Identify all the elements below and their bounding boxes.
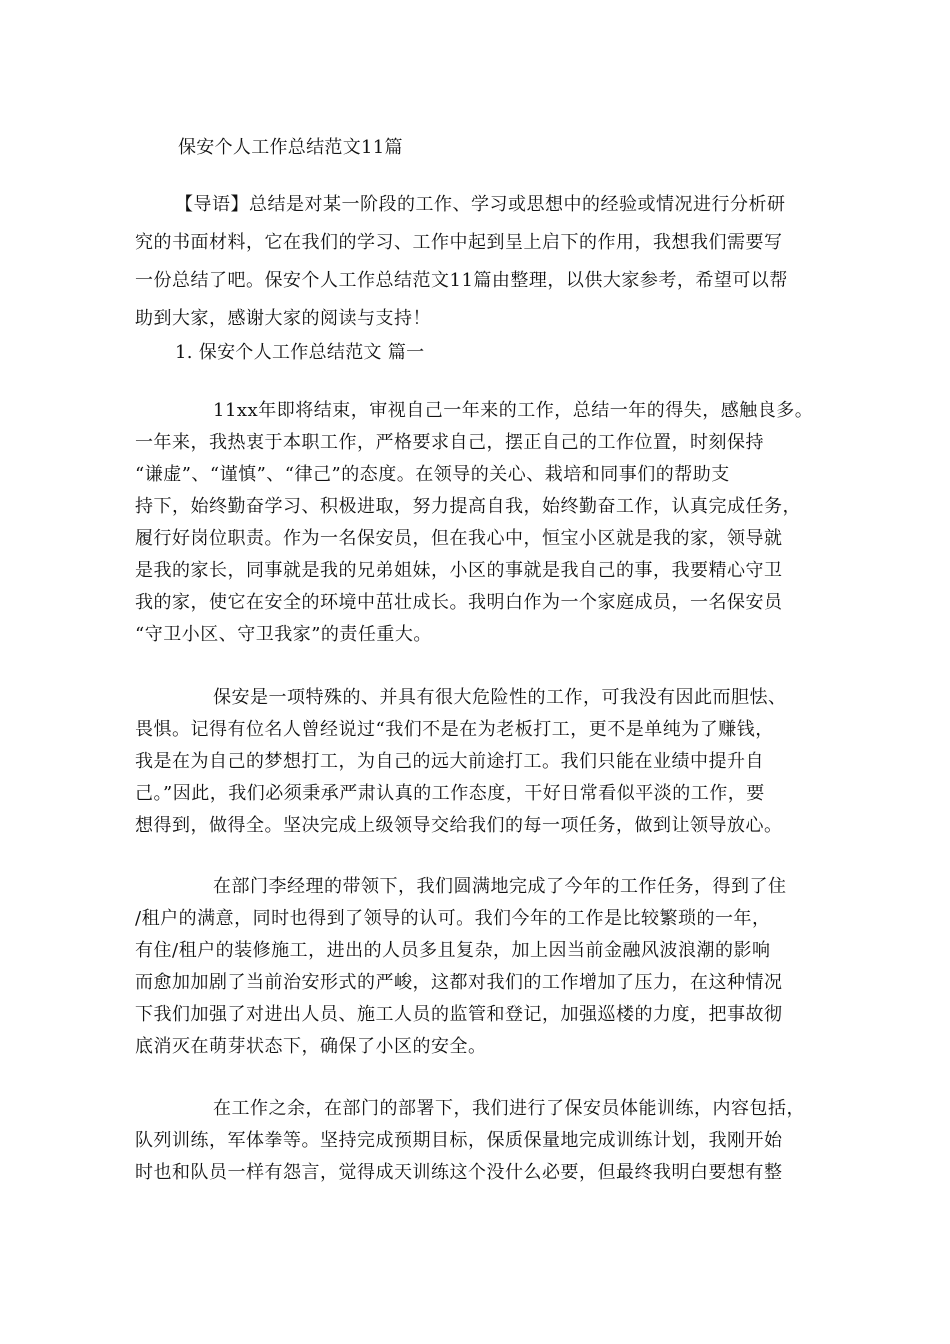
paragraph-line: 时也和队员一样有怨言，觉得成天训练这个没什么必要，但最终我明白要想有整 <box>135 1162 783 1183</box>
paragraph-line: 11xx年即将结束，审视自己一年来的工作，总结一年的得失，感触良多。 <box>213 400 814 421</box>
paragraph-line: 一年来，我热衷于本职工作，严格要求自己，摆正自己的工作位置，时刻保持 <box>135 432 764 453</box>
paragraph-line: “守卫小区、守卫我家”的责任重大。 <box>135 624 432 645</box>
paragraph-line: 而愈加加剧了当前治安形式的严峻，这都对我们的工作增加了压力，在这种情况 <box>135 972 783 993</box>
intro-line: 一份总结了吧。保安个人工作总结范文11篇由整理，以供大家参考，希望可以帮 <box>135 270 788 291</box>
paragraph-line: 在部门李经理的带领下，我们圆满地完成了今年的工作任务，得到了住 <box>213 876 787 897</box>
paragraph-line: 畏惧。记得有位名人曾经说过“我们不是在为老板打工，更不是单纯为了赚钱， <box>135 719 774 740</box>
paragraph-line: “谦虚”、“谨慎”、“律己”的态度。在领导的关心、栽培和同事们的帮助支 <box>135 464 730 485</box>
section-heading: 1. 保安个人工作总结范文 篇一 <box>175 342 425 363</box>
paragraph-line: 想得到，做得全。坚决完成上级领导交给我们的每一项任务，做到让领导放心。 <box>135 815 783 836</box>
intro-line: 究的书面材料，它在我们的学习、工作中起到呈上启下的作用，我想我们需要写 <box>135 232 783 253</box>
paragraph-line: 是我的家长，同事就是我的兄弟姐妹，小区的事就是我自己的事，我要精心守卫 <box>135 560 783 581</box>
paragraph-line: 有住/租户的装修施工，进出的人员多且复杂，加上因当前金融风波浪潮的影响 <box>135 940 771 961</box>
intro-line: 【导语】总结是对某一阶段的工作、学习或思想中的经验或情况进行分析研 <box>175 194 786 215</box>
paragraph-line: 底消灭在萌芽状态下，确保了小区的安全。 <box>135 1036 487 1057</box>
paragraph-line: 己。”因此，我们必须秉承严肃认真的工作态度，干好日常看似平淡的工作，要 <box>135 783 765 804</box>
paragraph-line: 履行好岗位职责。作为一名保安员，但在我心中，恒宝小区就是我的家，领导就 <box>135 528 783 549</box>
intro-line: 助到大家，感谢大家的阅读与支持！ <box>135 308 431 329</box>
paragraph-line: 持下，始终勤奋学习、积极进取，努力提高自我，始终勤奋工作，认真完成任务， <box>135 496 801 517</box>
document-title: 保安个人工作总结范文11篇 <box>178 137 403 158</box>
paragraph-line: 保安是一项特殊的、并具有很大危险性的工作，可我没有因此而胆怯、 <box>213 687 787 708</box>
paragraph-line: 我是在为自己的梦想打工，为自己的远大前途打工。我们只能在业绩中提升自 <box>135 751 764 772</box>
paragraph-line: 在工作之余，在部门的部署下，我们进行了保安员体能训练，内容包括， <box>213 1098 805 1119</box>
paragraph-line: /租户的满意，同时也得到了领导的认可。我们今年的工作是比较繁琐的一年， <box>135 908 771 929</box>
paragraph-line: 队列训练，军体拳等。坚持完成预期目标，保质保量地完成训练计划，我刚开始 <box>135 1130 783 1151</box>
paragraph-line: 下我们加强了对进出人员、施工人员的监管和登记，加强巡楼的力度，把事故彻 <box>135 1004 783 1025</box>
paragraph-line: 我的家，使它在安全的环境中茁壮成长。我明白作为一个家庭成员，一名保安员 <box>135 592 783 613</box>
